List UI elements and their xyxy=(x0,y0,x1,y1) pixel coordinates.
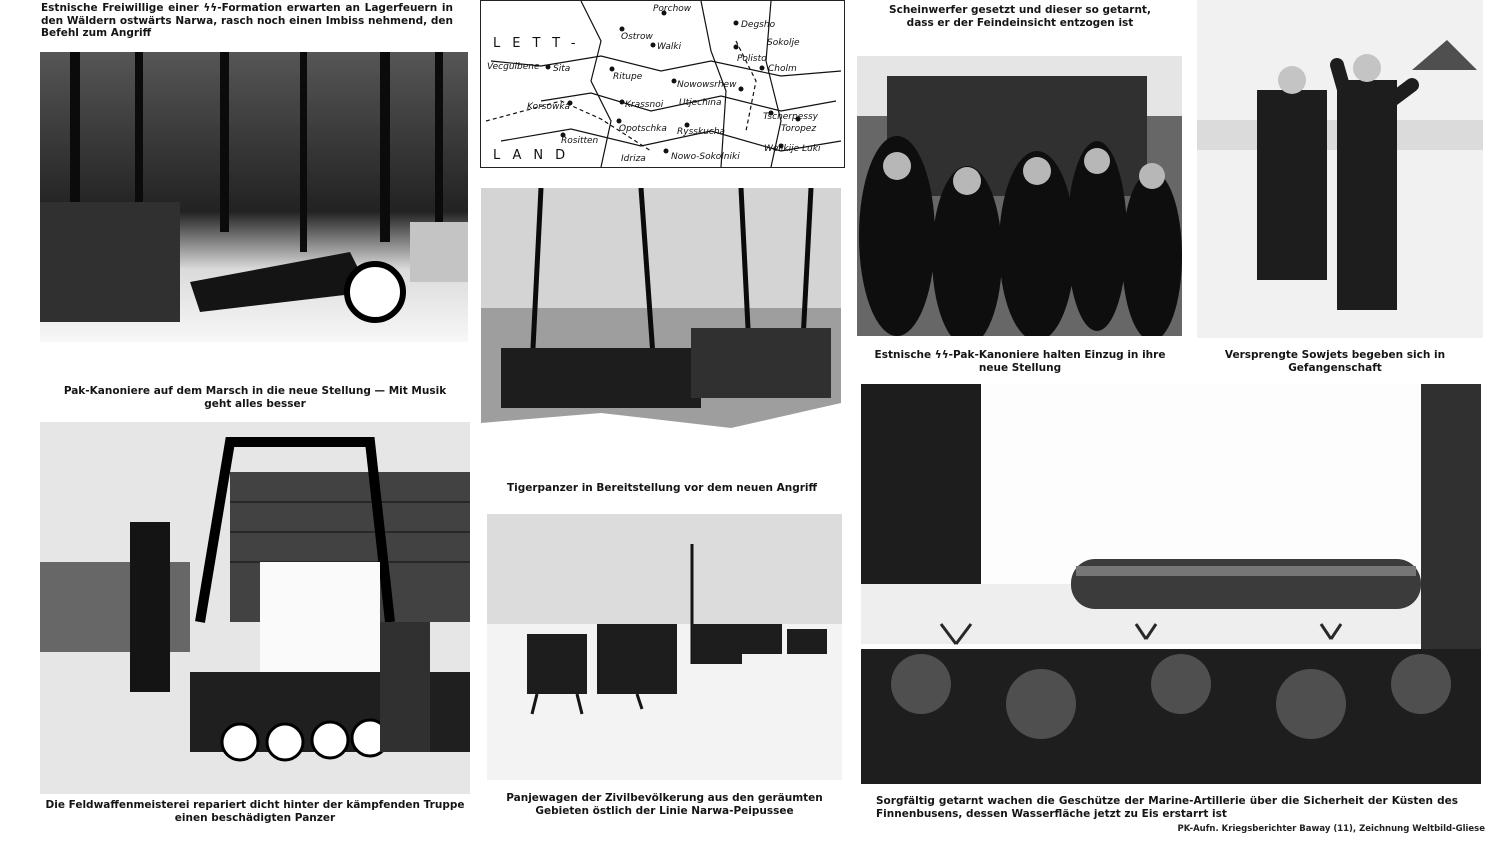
photo-credit: PK-Aufn. Kriegsberichter Baway (11), Zeichnung Weltbild-Gliese xyxy=(1177,824,1485,834)
map-region-label-2: LAND xyxy=(493,148,578,163)
caption-estonian-volunteers: Estnische Freiwillige einer ϟϟ-Formation erwarten an Lagerfeuern in den Wäldern ostwärts Narwa, rasch noch einen Imbiss nehmend, den Befehl zum Angriff xyxy=(41,2,453,39)
map-town: Nowo-Sokolniki xyxy=(671,152,740,162)
map-town: Welikije Luki xyxy=(764,144,821,154)
photo-marine-artillery xyxy=(861,384,1481,784)
map-town: Sita xyxy=(553,64,571,74)
photo-soviets xyxy=(1197,0,1483,338)
map-town: Porchow xyxy=(653,4,692,14)
photo-pak-entry xyxy=(857,56,1182,336)
photo-pak-march xyxy=(40,52,468,342)
map-region-label-1: LETT- xyxy=(493,36,588,51)
map-region xyxy=(480,0,845,168)
map-town: Korsowka xyxy=(527,102,571,112)
map-town: Tscherpessy xyxy=(763,112,818,122)
map-town: Degsho xyxy=(741,20,776,30)
map-town: Polisto xyxy=(737,54,767,64)
map-town: Toropez xyxy=(781,124,817,134)
map-town: Nowowsrhew xyxy=(677,80,737,90)
photo-repair-panzer xyxy=(40,422,470,794)
caption-pak-entry: Estnische ϟϟ-Pak-Kanoniere halten Einzug in ihre neue Stellung xyxy=(874,349,1166,374)
map-town: Utjechina xyxy=(679,98,722,108)
map-town: Krassnoi xyxy=(625,100,664,110)
photo-tiger-tank xyxy=(481,188,841,470)
caption-searchlight: Scheinwerfer gesetzt und dieser so getarnt, dass er der Feindeinsicht entzogen ist xyxy=(889,4,1151,29)
caption-pak-march: Pak-Kanoniere auf dem Marsch in die neue Stellung — Mit Musik geht alles besser xyxy=(63,385,447,410)
map-town: Cholm xyxy=(768,64,797,74)
map-town: Vecgulbene xyxy=(487,62,540,72)
map-town: Rositten xyxy=(561,136,599,146)
map-town: Ritupe xyxy=(613,72,643,82)
caption-panje: Panjewagen der Zivilbevölkerung aus den geräumten Gebieten östlich der Linie Narwa-Peipussee xyxy=(506,792,823,817)
map-town: Sokolje xyxy=(767,38,800,48)
caption-tiger: Tigerpanzer in Bereitstellung vor dem neuen Angriff xyxy=(506,482,818,494)
photo-panje-wagons xyxy=(487,514,842,780)
caption-soviets: Versprengte Sowjets begeben sich in Gefangenschaft xyxy=(1224,349,1446,374)
map-town: Ostrow xyxy=(621,32,653,42)
caption-marine: Sorgfältig getarnt wachen die Geschütze der Marine-Artillerie über die Sicherheit der Küsten des Finnenbusens, dessen Wasserfläche jetzt zu Eis erstarrt ist xyxy=(876,795,1458,820)
map-town: Rysskucha xyxy=(677,127,726,137)
map-town: Idriza xyxy=(621,154,646,164)
map-town: Opotschka xyxy=(619,124,667,134)
caption-repair: Die Feldwaffenmeisterei repariert dicht hinter der kämpfenden Truppe einen beschädigten Panzer xyxy=(45,799,465,824)
map-town: Walki xyxy=(657,42,682,52)
